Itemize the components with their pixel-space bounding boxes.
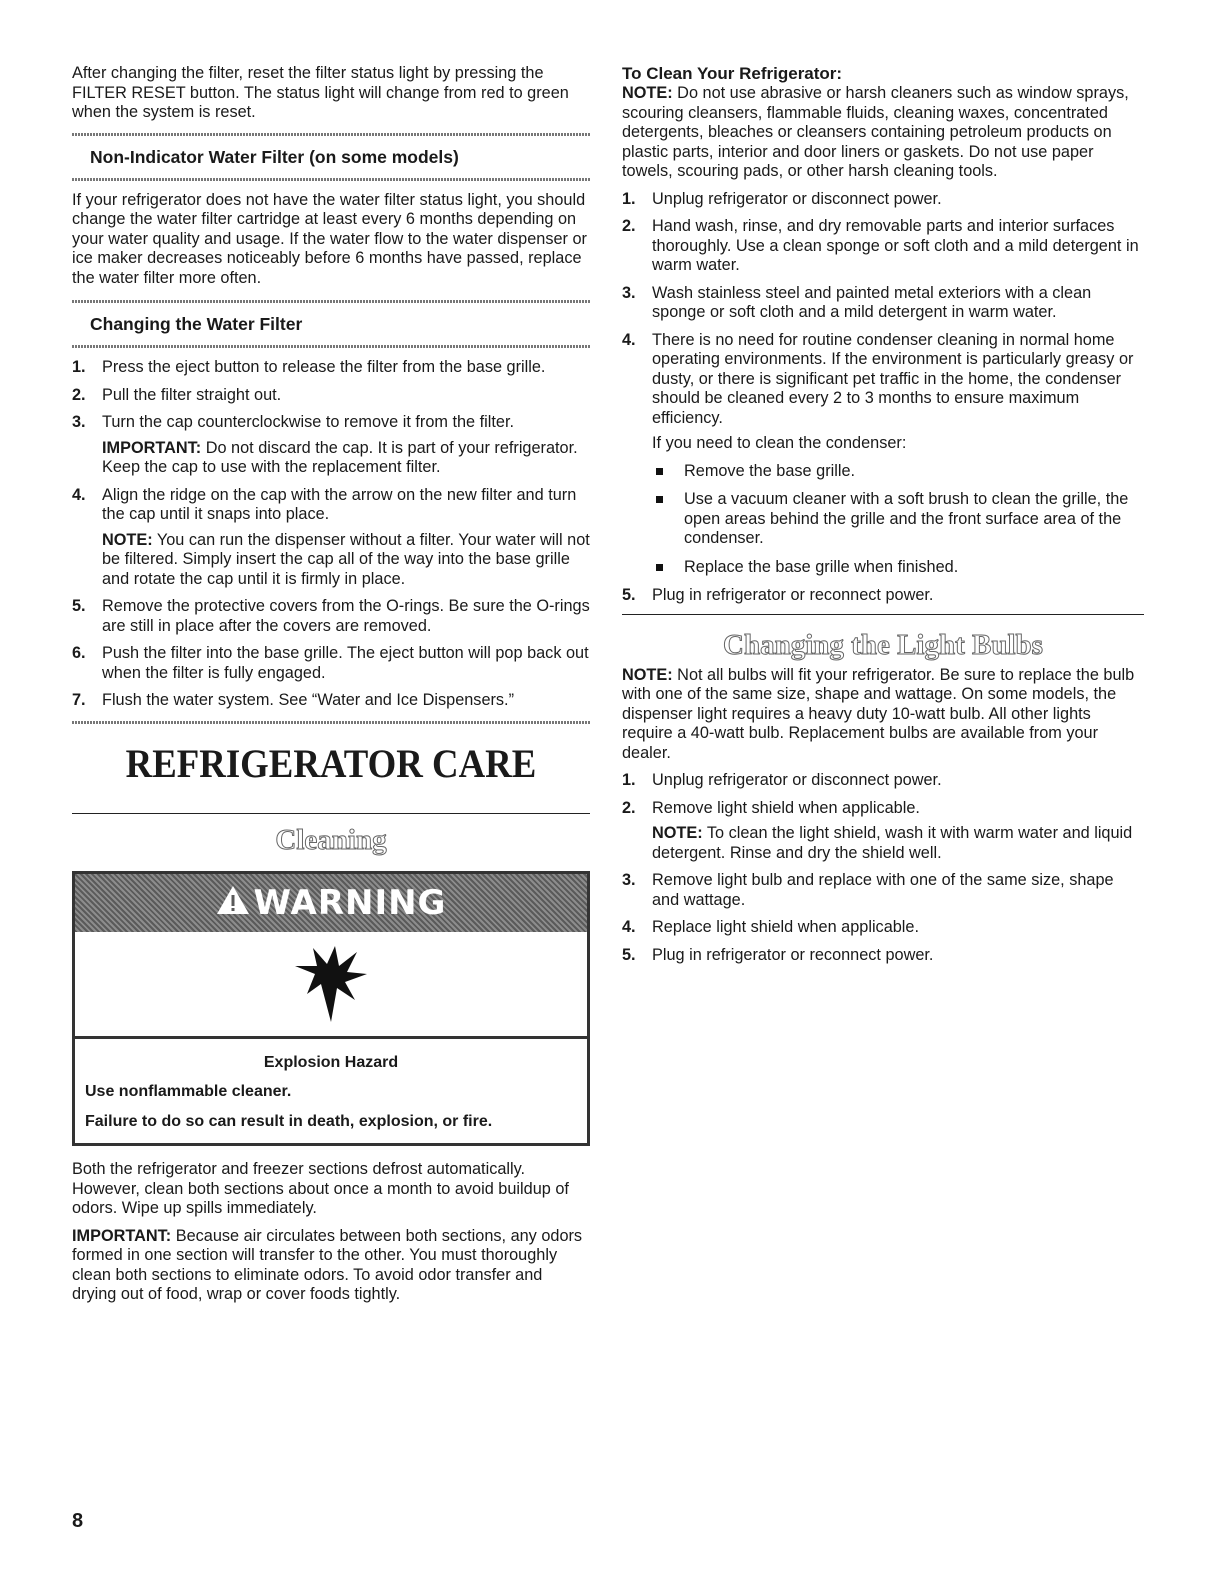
important-paragraph: IMPORTANT: Because air circulates between both sections, any odors formed in one section will transfer to the other. You must thoroughly clean both sections to eliminate odors. To avoid odor transfer and drying out of food, wrap or cover foods tightly. (72, 1226, 583, 1303)
bulbs-note: NOTE: Not all bulbs will fit your refrigerator. Be sure to replace the bulb with one of the same size, shape and wattage. On some models, the dispenser light requires a heavy duty 10-watt bulb. All other lights require a 40-watt bulb. Replacement bulbs are available from your dealer. (622, 665, 1135, 762)
warning-line: Failure to do so can result in death, explosion, or fire. (85, 1112, 493, 1130)
clean-note: NOTE: Do not use abrasive or harsh cleaners such as window sprays, scouring cleansers, flammable fluids, cleaning waxes, concentrated detergents, bleaches or cleansers containing petroleum products on plastic parts, interior and door liners or gaskets. Do not use paper towels, scouring pads, or other harsh cleaning tools. (622, 84, 1129, 180)
list-item: 4. Align the ridge on the cap with the arrow on the new filter and turn the cap until it snaps into place. NOTE: You can run the dispenser without a filter. Your water will not be filtered. Simply insert the cap all of the way into the base grille and rotate the cap until it is firmly in place. (72, 485, 590, 588)
right-column (622, 64, 1144, 973)
filter-steps-list (72, 358, 590, 711)
note: NOTE: You can run the dispenser without a filter. Your water will not be filtered. Simply insert the cap all of the way into the base grille and rotate the cap until it is firmly in place. (102, 530, 590, 588)
changing-filter-heading: Changing the Water Filter (90, 314, 303, 334)
section-divider (622, 614, 1144, 615)
list-item: 4. Replace light shield when applicable. (622, 918, 920, 936)
list-item: 5. Plug in refrigerator or reconnect power. (622, 945, 934, 964)
list-item: 7. Flush the water system. See “Water and Ice Dispensers.” (72, 691, 515, 709)
list-item: 2. Hand wash, rinse, and dry removable parts and interior surfaces thoroughly. Use a clean sponge or soft cloth and a mild detergent in warm water. (622, 217, 1139, 274)
list-item: Replace the base grille when finished. (652, 558, 1144, 578)
page-number: 8 (72, 1510, 84, 1532)
list-item: 3. Turn the cap counterclockwise to remove it from the filter. IMPORTANT: Do not discard the cap. It is part of your refrigerator. Keep the cap to use with the replacement filter. (72, 413, 590, 478)
list-item: 3. Wash stainless steel and painted metal exteriors with a clean sponge or soft cloth and a mild detergent in warm water. (622, 283, 1092, 321)
important-note: IMPORTANT: Do not discard the cap. It is part of your refrigerator. Keep the cap to use with the replacement filter. (102, 438, 578, 476)
hazard-name: Explosion Hazard (263, 1053, 399, 1071)
list-item: 2. Remove light shield when applicable. NOTE: To clean the light shield, wash it with warm water and liquid detergent. Rinse and dry the shield well. (622, 799, 1144, 864)
bullet-square-icon (656, 496, 663, 503)
list-item: Remove the base grille. (652, 462, 1144, 482)
defrost-paragraph: Both the refrigerator and freezer sections defrost automatically. However, clean both sections about once a month to avoid buildup of odors. Wipe up spills immediately. (72, 1160, 569, 1217)
warning-box (72, 871, 590, 1147)
dotted-divider (72, 345, 590, 348)
list-item: 6. Push the filter into the base grille. The eject button will pop back out when the filter is fully engaged. (72, 644, 589, 682)
condenser-intro: If you need to clean the condenser: (652, 434, 907, 452)
left-column (72, 64, 590, 1305)
bullet-square-icon (656, 564, 663, 571)
light-bulbs-title: Changing the Light Bulbs (723, 628, 1043, 661)
non-indicator-paragraph: If your refrigerator does not have the water filter status light, you should change the water filter cartridge at least every 6 months depending on your water quality and usage. If the water flow to the water dispenser or ice maker decreases noticeably before 6 months have passed, replace the water filter more often. (72, 190, 587, 287)
list-item: 4. There is no need for routine condenser cleaning in normal home operating environments. If the environment is particularly greasy or dusty, or there is significant pet traffic in the home, the condenser should be cleaned every 2 to 3 months to ensure maximum efficiency. If you need to clean the condenser: Remove the base grille. Use a vacuum cleaner with a soft brush to clean the grille, the open areas behind the grille and the front surface area of the condenser. Replace the base grille when finished. (622, 331, 1144, 578)
list-item: 2. Pull the filter straight out. (72, 385, 282, 404)
page-title: REFRIGERATOR CARE (125, 740, 537, 786)
warning-line: Use nonflammable cleaner. (85, 1083, 292, 1100)
clean-heading: To Clean Your Refrigerator: (622, 64, 843, 83)
list-item: Use a vacuum cleaner with a soft brush to clean the grille, the open areas behind the grille and the front surface area of the condenser. (652, 490, 1144, 549)
bulb-steps-list (622, 771, 1144, 965)
list-item: 3. Remove light bulb and replace with one of the same size, shape and wattage. (622, 871, 1114, 909)
condenser-bullets (652, 462, 1144, 578)
list-item: 1. Unplug refrigerator or disconnect power. (622, 189, 942, 208)
note: NOTE: To clean the light shield, wash it with warm water and liquid detergent. Rinse and dry the shield well. (652, 824, 1133, 862)
list-item: 5. Plug in refrigerator or reconnect power. (622, 586, 934, 604)
filter-reset-paragraph: After changing the filter, reset the filter status light by pressing the FILTER RESET button. The status light will change from red to green when the system is reset. (72, 64, 569, 121)
bullet-square-icon (656, 468, 663, 475)
warning-title: WARNING (253, 882, 447, 923)
section-divider (72, 813, 590, 814)
list-item: 1. Press the eject button to release the filter from the base grille. (72, 358, 546, 376)
list-item: 5. Remove the protective covers from the O-rings. Be sure the O-rings are still in place after the covers are removed. (72, 597, 590, 635)
dotted-divider (72, 721, 590, 724)
warning-triangle-icon (216, 885, 250, 920)
dotted-divider (72, 178, 590, 181)
explosion-icon (75, 932, 587, 1039)
dotted-divider (72, 300, 590, 303)
dotted-divider (72, 133, 590, 136)
list-item: 1. Unplug refrigerator or disconnect power. (622, 771, 942, 789)
non-indicator-heading: Non-Indicator Water Filter (on some models) (90, 146, 459, 167)
cleaning-title: Cleaning (275, 823, 387, 856)
clean-steps-list (622, 190, 1144, 606)
warning-header (75, 874, 587, 932)
warning-body (75, 1039, 587, 1144)
